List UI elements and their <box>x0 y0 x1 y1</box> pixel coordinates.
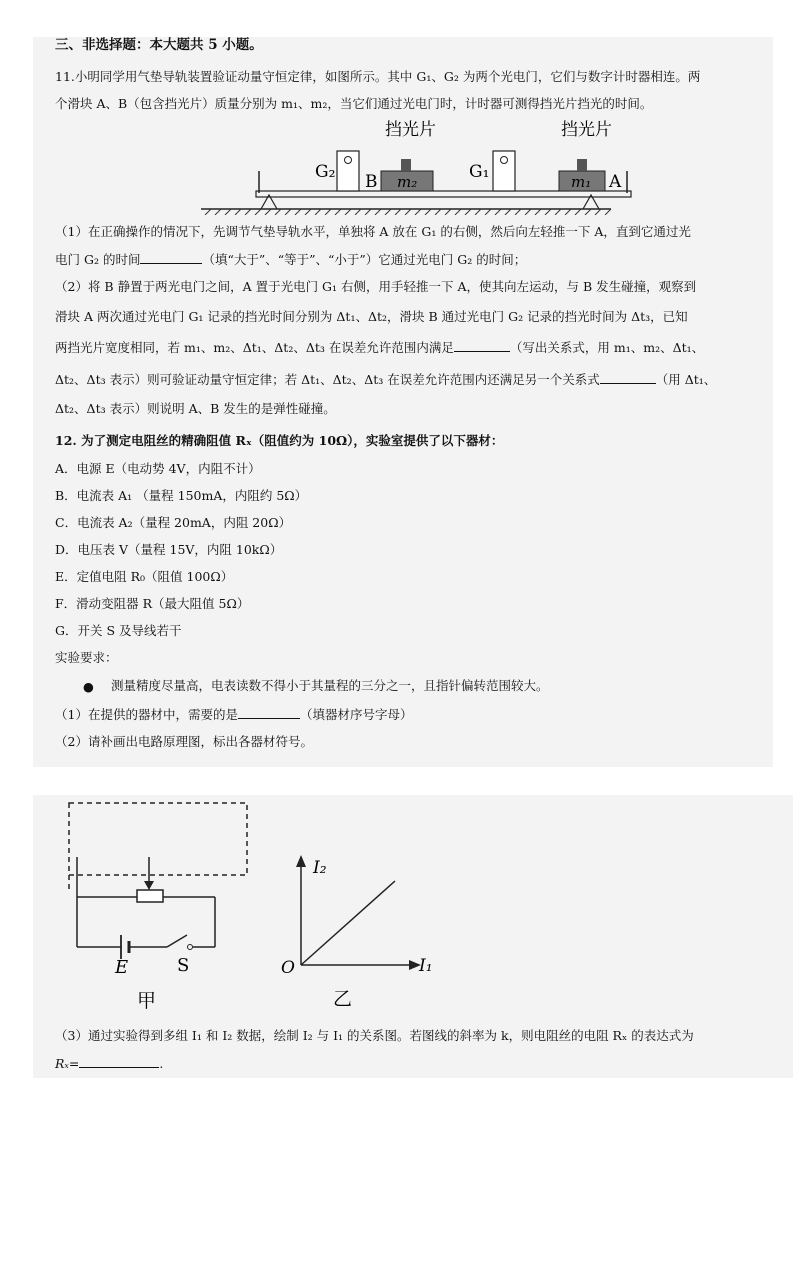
q12-item-c: C．电流表 A₂（量程 20mA，内阻 20Ω） <box>55 515 292 530</box>
q12-item-b: B．电流表 A₁ （量程 150mA，内阻约 5Ω） <box>55 488 308 503</box>
gate-g1-label: G₁ <box>469 162 490 182</box>
switch-label-s: S <box>177 955 190 976</box>
q11-part2-line5: Δt₂、Δt₃ 表示）则说明 A、B 发生的是弹性碰撞。 <box>55 401 336 416</box>
q12-item-f: F．滑动变阻器 R（最大阻值 5Ω） <box>55 596 250 611</box>
q11-text-line1: 11.小明同学用气垫导轨装置验证动量守恒定律，如图所示。其中 G₁、G₂ 为两个光电门，它们与数字计时器相连。两 <box>55 69 701 84</box>
q12-item-d: D．电压表 V（量程 15V，内阻 10kΩ） <box>55 542 283 557</box>
q12-requirement: 测量精度尽量高，电表读数不得小于其量程的三分之一，且指针偏转范围较大。 <box>111 678 549 693</box>
gate-g2-label: G₂ <box>315 162 336 182</box>
battery-label-e: E <box>115 957 129 978</box>
mass-m1-label: m₁ <box>571 173 592 191</box>
bullet-icon: ● <box>83 679 94 694</box>
answer-blank-2[interactable] <box>454 339 510 352</box>
q12-intro: 12. 为了测定电阻丝的精确阻值 Rₓ（阻值约为 10Ω），实验室提供了以下器材： <box>55 433 504 448</box>
q12-item-g: G．开关 S 及导线若干 <box>55 623 182 638</box>
shutter-label-right: 挡光片 <box>561 120 612 140</box>
q11-part1-line2: 电门 G₂ 的时间 （填“大于”、“等于”、“小于”）它通过光电门 G₂ 的时间； <box>55 252 527 267</box>
axis-label-i2: I₂ <box>313 858 327 878</box>
origin-label: O <box>281 958 295 978</box>
q11-part2-line3: 两挡光片宽度相同，若 m₁、m₂、Δt₁、Δt₂、Δt₃ 在误差允许范围内满足 （写出关系式，用 m₁、m₂、Δt₁、 <box>55 340 705 355</box>
q12-part3-line2: Rₓ= . <box>55 1056 164 1071</box>
figure-caption-jia: 甲 <box>137 990 157 1012</box>
question-panel-1 <box>33 37 773 767</box>
q11-text-line2: 个滑块 A、B（包含挡光片）质量分别为 m₁、m₂，当它们通过光电门时，计时器可测得挡光片挡光的时间。 <box>55 96 653 111</box>
question-panel-2 <box>33 795 793 1078</box>
q12-part1: （1）在提供的器材中，需要的是 （填器材序号字母） <box>55 707 413 722</box>
answer-blank-1[interactable] <box>140 251 202 264</box>
answer-blank-3[interactable] <box>600 371 656 384</box>
slider-b-label: B <box>365 172 378 192</box>
figure-caption-yi: 乙 <box>333 988 353 1010</box>
q12-requirements-title: 实验要求： <box>55 650 118 665</box>
mass-m2-label: m₂ <box>397 173 418 191</box>
answer-blank-5[interactable] <box>79 1055 159 1068</box>
circuit-diagram-jia <box>53 797 273 1017</box>
answer-blank-4[interactable] <box>238 706 300 719</box>
q11-part2-line1: （2）将 B 静置于两光电门之间，A 置于光电门 G₁ 右侧，用手轻推一下 A，使其向左运动，与 B 发生碰撞，观察到 <box>55 279 697 294</box>
air-track-figure <box>201 115 641 215</box>
q12-item-a: A．电源 E（电动势 4V，内阻不计） <box>55 461 261 476</box>
q12-item-e: E．定值电阻 R₀（阻值 100Ω） <box>55 569 234 584</box>
section-title: 三、非选择题：本大题共 5 小题。 <box>55 37 263 53</box>
slider-a-label: A <box>609 172 622 192</box>
axis-label-i1: I₁ <box>419 956 433 976</box>
q11-part2-line4: Δt₂、Δt₃ 表示）则可验证动量守恒定律；若 Δt₁、Δt₂、Δt₃ 在误差允许范围内还满足另一个关系式 （用 Δt₁、 <box>55 372 717 387</box>
q12-part3-line1: （3）通过实验得到多组 I₁ 和 I₂ 数据，绘制 I₂ 与 I₁ 的关系图。若图线的斜率为 k，则电阻丝的电阻 Rₓ 的表达式为 <box>55 1028 694 1043</box>
q12-part2: （2）请补画出电路原理图，标出各器材符号。 <box>55 734 313 749</box>
shutter-label-left: 挡光片 <box>385 120 436 140</box>
q11-part1-line1: （1）在正确操作的情况下，先调节气垫导轨水平，单独将 A 放在 G₁ 的右侧，然后向左轻推一下 A，直到它通过光 <box>55 224 691 239</box>
q11-part2-line2: 滑块 A 两次通过光电门 G₁ 记录的挡光时间分别为 Δt₁、Δt₂，滑块 B 通过光电门 G₂ 记录的挡光时间为 Δt₃，已知 <box>55 309 688 324</box>
graph-yi <box>273 845 453 1015</box>
